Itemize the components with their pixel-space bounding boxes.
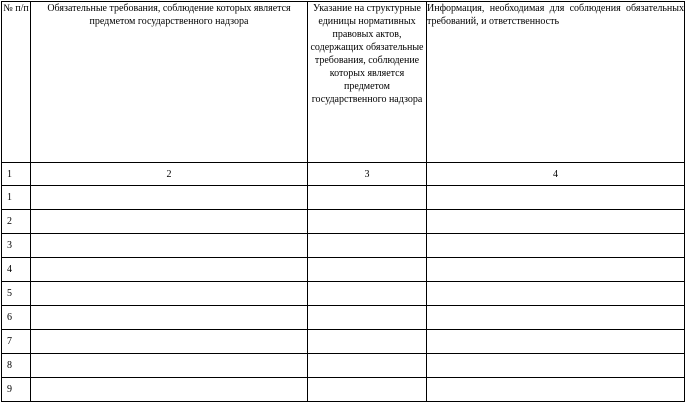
row-number: 6: [2, 306, 31, 330]
header-information: Информация, необходимая для соблюдения обязательных требований, и ответственность: [427, 2, 685, 163]
column-number: 3: [308, 163, 427, 186]
table-row: [2, 234, 685, 258]
table-row: [2, 258, 685, 282]
information-cell[interactable]: [427, 186, 685, 210]
information-cell[interactable]: [427, 378, 685, 402]
requirement-cell[interactable]: [31, 234, 308, 258]
table-row: [2, 210, 685, 234]
row-number: 1: [2, 186, 31, 210]
row-number: 5: [2, 282, 31, 306]
column-number-row: [2, 163, 685, 186]
legal-act-cell[interactable]: [308, 330, 427, 354]
column-number: 1: [2, 163, 31, 186]
information-cell[interactable]: [427, 210, 685, 234]
row-number: 8: [2, 354, 31, 378]
row-number: 2: [2, 210, 31, 234]
requirement-cell[interactable]: [31, 186, 308, 210]
legal-act-cell[interactable]: [308, 186, 427, 210]
requirement-cell[interactable]: [31, 378, 308, 402]
row-number: 3: [2, 234, 31, 258]
row-number: 4: [2, 258, 31, 282]
header-requirements: Обязательные требования, соблюдение которых является предметом государственного надзора: [31, 2, 308, 163]
table-row: [2, 330, 685, 354]
header-legal-acts: Указание на структурные единицы нормативных правовых актов, содержащих обязательные требования, соблюдение которых является предметом государственного надзора: [308, 2, 427, 163]
table-row: [2, 282, 685, 306]
information-cell[interactable]: [427, 234, 685, 258]
information-cell[interactable]: [427, 330, 685, 354]
table-row: [2, 378, 685, 402]
row-number: 9: [2, 378, 31, 402]
requirement-cell[interactable]: [31, 306, 308, 330]
legal-act-cell[interactable]: [308, 306, 427, 330]
column-number: 4: [427, 163, 685, 186]
requirement-cell[interactable]: [31, 354, 308, 378]
legal-act-cell[interactable]: [308, 210, 427, 234]
information-cell[interactable]: [427, 306, 685, 330]
information-cell[interactable]: [427, 258, 685, 282]
requirement-cell[interactable]: [31, 330, 308, 354]
header-number: № п/п: [2, 2, 31, 163]
legal-act-cell[interactable]: [308, 378, 427, 402]
requirement-cell[interactable]: [31, 210, 308, 234]
column-number: 2: [31, 163, 308, 186]
legal-act-cell[interactable]: [308, 234, 427, 258]
legal-act-cell[interactable]: [308, 258, 427, 282]
table-row: [2, 354, 685, 378]
row-number: 7: [2, 330, 31, 354]
table-row: [2, 186, 685, 210]
header-row: [2, 2, 685, 163]
legal-act-cell[interactable]: [308, 282, 427, 306]
information-cell[interactable]: [427, 282, 685, 306]
requirement-cell[interactable]: [31, 282, 308, 306]
requirements-table: [1, 1, 685, 402]
information-cell[interactable]: [427, 354, 685, 378]
legal-act-cell[interactable]: [308, 354, 427, 378]
requirement-cell[interactable]: [31, 258, 308, 282]
table-row: [2, 306, 685, 330]
